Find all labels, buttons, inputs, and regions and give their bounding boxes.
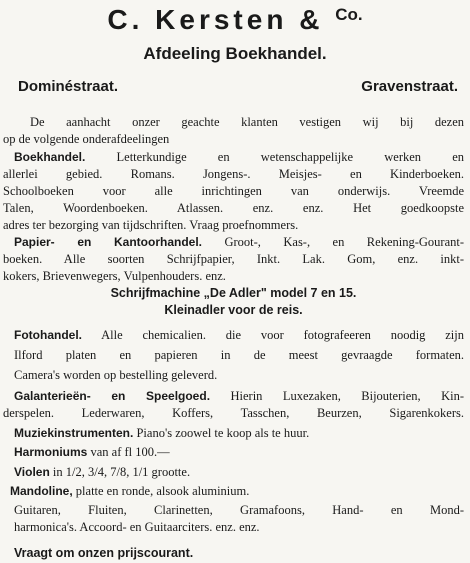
mandoline-line — [0, 483, 470, 500]
street-left: Dominéstraat. — [18, 78, 119, 95]
section-heading: Harmoniums — [14, 445, 88, 459]
section-text: Piano's zoowel te koop als te huur. — [133, 426, 310, 440]
text-line: adres ter bezorging van tijdschriften. Vraag proefnommers. — [3, 218, 299, 232]
section-text: van af fl 100.— — [87, 445, 170, 459]
department-title: Afdeeling Boekhandel. — [143, 44, 327, 63]
section-text: platte en ronde, alsook aluminium. — [72, 484, 250, 498]
section-boekhandel — [0, 149, 470, 166]
text-line: harmonica's. Accoord- en Guitaarciters. enz. enz. — [14, 520, 260, 534]
firm-name — [0, 4, 470, 36]
section-text: Letterkundige en wetenschappelijke werken en — [85, 150, 464, 164]
section-papier — [0, 234, 470, 251]
section-text: Alle chemicalien. die voor fotografeeren noodig zijn — [82, 328, 464, 342]
harmoniums-line — [0, 444, 470, 461]
section-heading: Papier- en Kantoorhandel. — [14, 235, 203, 249]
section-heading: Mandoline, — [10, 484, 73, 498]
closing-line: Vraagt om onzen prijscourant. — [14, 546, 194, 560]
text-line: allerlei gebied. Romans. Jongens-. Meisjes- en Kinderboeken. — [3, 167, 464, 181]
text-line: derspelen. Lederwaren, Koffers, Tasschen, Beurzen, Sigarenkokers. — [3, 406, 464, 420]
intro-line-1: De aanhacht onzer geachte klanten vestigen wij bij dezen — [30, 115, 464, 129]
text-line: Camera's worden op bestelling geleverd. — [14, 368, 218, 382]
kleinadler-line: Kleinadler voor de reis. — [164, 303, 303, 317]
street-right: Gravenstraat. — [361, 78, 458, 95]
firm-name-text: C. Kersten & — [107, 4, 324, 35]
intro-line-2: op de volgende onderafdeelingen — [3, 132, 170, 146]
text-line: Schoolboeken voor alle inrichtingen van onderwijs. Vreemde — [3, 184, 464, 198]
section-heading: Muziekinstrumenten. — [14, 426, 134, 440]
text-line: boeken. Alle soorten Schrijfpapier, Inkt. Lak. Gom, enz. inkt- — [3, 252, 464, 266]
text-line: Ilford platen en papieren in de meest gevraagde formaten. — [14, 348, 464, 362]
section-fotohandel — [0, 327, 470, 344]
section-galanterie — [0, 388, 470, 405]
section-heading: Violen — [14, 465, 50, 479]
section-text: Hierin Luxezaken, Bijouterien, Kin- — [210, 389, 464, 403]
section-text: Groot-, Kas-, en Rekening-Gourant- — [202, 235, 464, 249]
section-heading: Galanterieën- en Speelgoed. — [14, 389, 211, 403]
section-heading: Fotohandel. — [14, 328, 82, 342]
section-text: in 1/2, 3/4, 7/8, 1/1 grootte. — [49, 465, 191, 479]
section-muziek — [0, 425, 470, 442]
section-heading: Boekhandel. — [14, 150, 86, 164]
violen-line — [0, 464, 470, 481]
text-line: Talen, Woordenboeken. Atlassen. enz. enz. Het goedkoopste — [3, 201, 464, 215]
firm-co-text: Co. — [335, 5, 363, 24]
typewriter-line: Schrijfmachine „De Adler" model 7 en 15. — [110, 286, 357, 300]
text-line: kokers, Brievenwegers, Vulpenhouders. enz. — [3, 269, 226, 283]
text-line: Guitaren, Fluiten, Clarinetten, Gramafoons, Hand- en Mond- — [14, 503, 464, 517]
